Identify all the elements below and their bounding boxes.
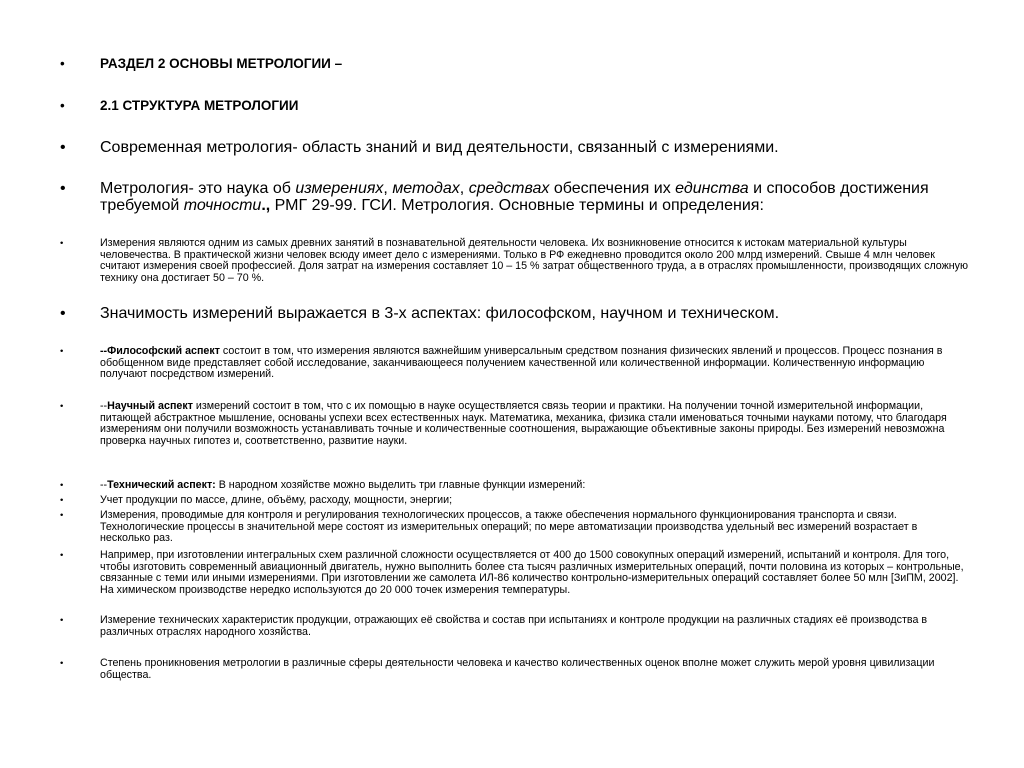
text-run: состоит в том, что измерения являются важнейшим универсальным средством познания физических явлений и процессов. Процесс познания в обобщенном виде представляет собой исследование, заканчивающееся получением качественной или количественной информации. Количественную информацию получают посредством измерений.	[100, 345, 943, 381]
bullet: •	[60, 510, 64, 521]
text-run: Учет продукции по массе, длине, объёму, расходу, мощности, энергии;	[100, 494, 453, 506]
text-run: В народном хозяйстве можно выделить три главные функции измерений:	[215, 479, 586, 491]
text-run-bold: .,	[261, 197, 271, 214]
paragraph	[100, 550, 970, 596]
text-run: ,	[383, 180, 393, 197]
bullet: •	[60, 56, 65, 71]
text-run: Измерения, проводимые для контроля и регулирования технологических процессов, а также обеспечения нормального функционирования транспорта и связи. Технологические процессы в значительной мере состоят из измерительных операций; по мере автоматизации производства удельный вес измерений возрастает в несколько раз.	[100, 509, 918, 545]
text-run: --	[100, 479, 108, 491]
paragraph	[100, 658, 970, 681]
bullet: •	[60, 615, 64, 626]
text-run-italic: единства	[675, 180, 749, 197]
bullet: •	[60, 658, 64, 669]
paragraph	[100, 401, 970, 447]
paragraph	[100, 180, 970, 214]
text-run: Измерения являются одним из самых древних занятий в познавательной деятельности человека. Их возникновение относится к истокам материальной культуры человечества. В практической жизни человек всюду имеет дело с измерениями. Только в РФ ежедневно проводится около 200 млрд измерений. Свыше 4 млн человек считают измерения своей профессией. Доля затрат на измерения составляет 10 – 15 % затрат общественного труда, а в отраслях промышленности, производящих сложную технику она достигает 50 – 70 %.	[100, 237, 969, 284]
text-run-italic: средствах	[468, 180, 550, 197]
text-run: 2.1 СТРУКТУРА МЕТРОЛОГИИ	[100, 98, 299, 113]
text-run: --	[100, 400, 108, 412]
paragraph	[100, 238, 970, 284]
paragraph	[100, 615, 970, 638]
text-run: РАЗДЕЛ 2 ОСНОВЫ МЕТРОЛОГИИ –	[100, 56, 343, 71]
paragraph	[100, 510, 970, 545]
text-run: Измерение технических характеристик продукции, отражающих её свойства и состав при испытаниях и контроле продукции на различных стадиях её производства в различных отраслях народного хозяйства.	[100, 614, 928, 638]
paragraph	[100, 346, 970, 381]
text-run-italic: измерениях	[295, 180, 384, 197]
text-run-bold: Технический аспект:	[107, 479, 216, 491]
bullet: •	[60, 180, 66, 197]
bullet: •	[60, 480, 64, 491]
paragraph	[100, 495, 970, 507]
section-title	[100, 55, 970, 72]
text-run-italic: методах	[392, 180, 460, 197]
bullet: •	[60, 401, 64, 412]
paragraph	[100, 305, 970, 322]
bullet: •	[60, 495, 64, 506]
text-run-italic: точности	[183, 197, 262, 214]
text-run: ,	[459, 180, 469, 197]
text-run: Значимость измерений выражается в 3-х аспектах: философском, научном и техническом.	[100, 305, 780, 322]
bullet: •	[60, 346, 64, 357]
paragraph	[100, 480, 970, 492]
bullet: •	[60, 238, 64, 249]
text-run: РМГ 29-99. ГСИ. Метрология. Основные термины и определения:	[270, 197, 764, 214]
text-run: измерений состоит в том, что с их помощью в науке осуществляется связь теории и практики. На получении точной измерительной информации, питающей абстрактное мышление, основаны успехи всех естественных наук. Математика, механика, физика стали именоваться точными науками потому, что благодаря измерениям они получили возможность устанавливать точные и количественные соотношения, выражающие объективные законы природы. Без измерений невозможна проверка научных гипотез и, соответственно, развитие науки.	[100, 400, 947, 447]
text-run: Степень проникновения метрологии в различные сферы деятельности человека и качество количественных оценок вполне может служить мерой уровня цивилизации общества.	[100, 657, 935, 681]
bullet: •	[60, 139, 66, 156]
text-run-bold: --Философский аспект	[100, 345, 220, 357]
subsection-title	[100, 97, 970, 114]
text-run: Метрология- это наука об	[100, 180, 296, 197]
text-run: Современная метрология- область знаний и вид деятельности, связанный с измерениями.	[100, 139, 779, 156]
text-run: и способов достижения требуемой	[100, 180, 929, 214]
bullet: •	[60, 98, 65, 113]
text-run: обеспечения их	[549, 180, 676, 197]
bullet: •	[60, 305, 66, 322]
text-run-bold: Научный аспект	[107, 400, 193, 412]
bullet: •	[60, 550, 64, 561]
text-run: Например, при изготовлении интегральных схем различной сложности осуществляется от 400 до 1500 совокупных операций измерений, испытаний и контроля. Для того, чтобы изготовить современный авиационный двигатель, нужно выполнить более ста тысяч различных измерительных операций, почти половина из которых – контрольные, связанные с теми или иными измерениями. При изготовлении же самолета ИЛ-86 количество контрольно-измерительных операций составляет более 50 млн [ЗиПМ, 2002]. На химическом производстве нередко используются до 20 000 точек измерения температуры.	[100, 549, 964, 596]
paragraph	[100, 139, 970, 156]
